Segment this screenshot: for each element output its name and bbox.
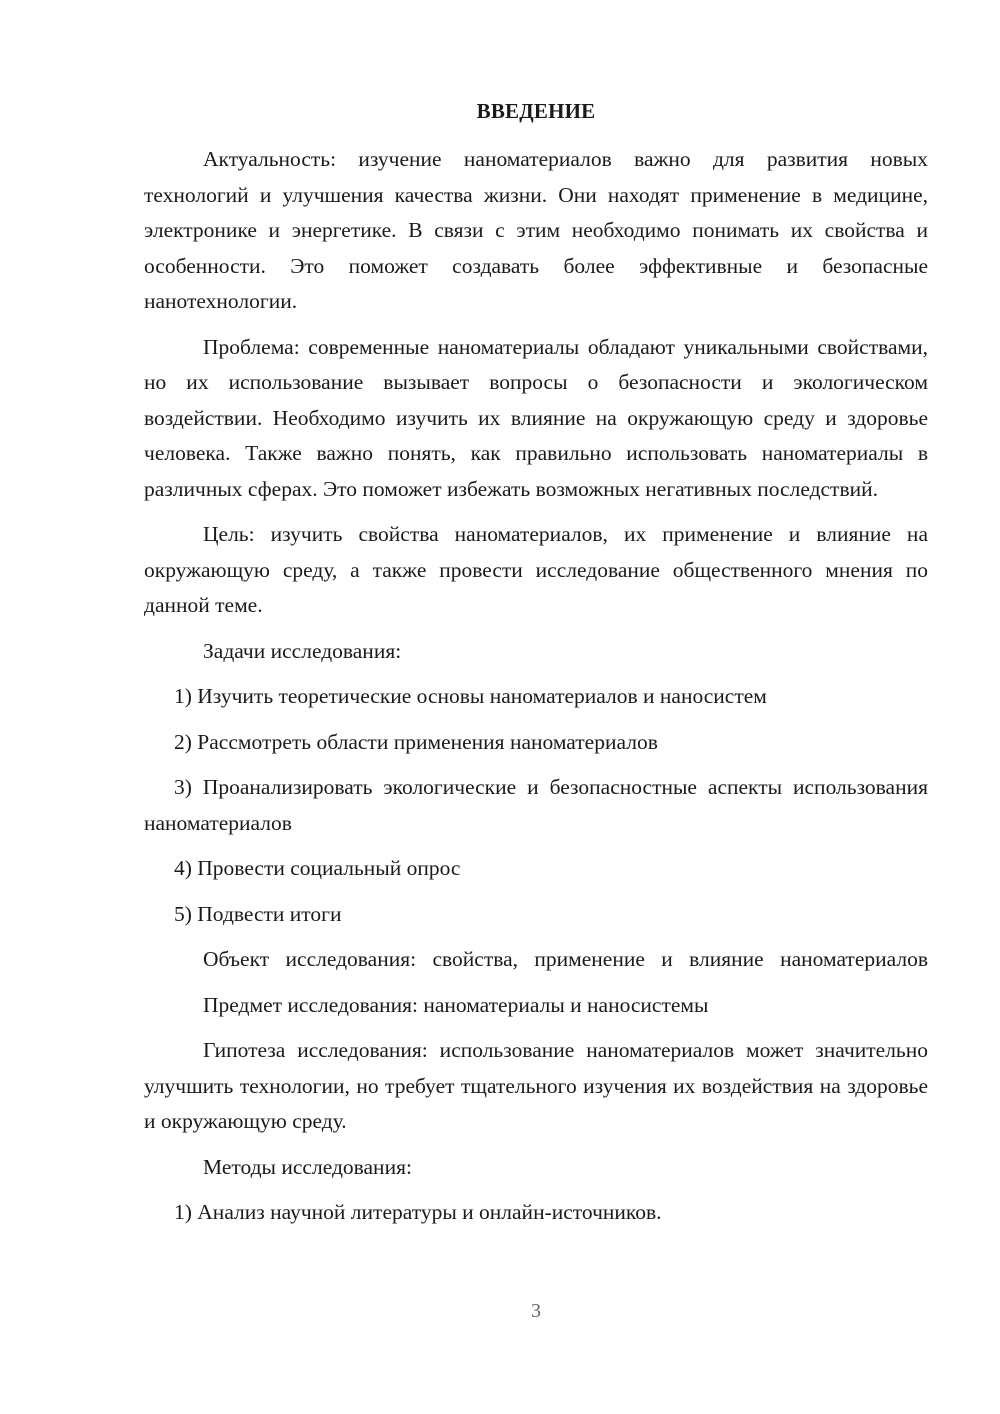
- task-item: 2) Рассмотреть области применения наноматериалов: [174, 729, 658, 754]
- document-body: [144, 142, 928, 1241]
- page-number: 3: [531, 1300, 541, 1322]
- paragraph-hypothesis: Гипотеза исследования: использование наноматериалов может значительно улучшить технологии, но требует тщательного изучения их воздействия на здоровье и окружающую среду.: [144, 1038, 928, 1133]
- tasks-heading: Задачи исследования:: [203, 638, 402, 663]
- task-item: 5) Подвести итоги: [174, 901, 342, 926]
- section-title: ВВЕДЕНИЕ: [476, 99, 596, 123]
- methods-heading: Методы исследования:: [203, 1154, 412, 1179]
- task-item: 4) Провести социальный опрос: [174, 856, 461, 880]
- paragraph-goal: Цель: изучить свойства наноматериалов, их применение и влияние на окружающую среду, а также провести исследование общественного мнения по данной теме.: [144, 522, 928, 617]
- task-item: 1) Изучить теоретические основы наноматериалов и наносистем: [174, 684, 767, 708]
- paragraph-relevance: Актуальность: изучение наноматериалов важно для развития новых технологий и улучшения качества жизни. Они находят применение в медицине, электронике и энергетике. В связи с этим необходимо понимать их свойства и особенности. Это поможет создавать более эффективные и безопасные нанотехнологии.: [144, 147, 928, 313]
- method-item: 1) Анализ научной литературы и онлайн-источников.: [174, 1200, 662, 1224]
- paragraph-subject: Предмет исследования: наноматериалы и наносистемы: [203, 992, 709, 1017]
- paragraph-object: Объект исследования: свойства, применение и влияние наноматериалов: [203, 947, 928, 971]
- task-item: 3) Проанализировать экологические и безопасностные аспекты использования наноматериалов: [144, 775, 928, 835]
- paragraph-problem: Проблема: современные наноматериалы обладают уникальными свойствами, но их использование вызывает вопросы о безопасности и экологическом воздействии. Необходимо изучить их влияние на окружающую среду и здоровье человека. Также важно понять, как правильно использовать наноматериалы в различных сферах. Это поможет избежать возможных негативных последствий.: [144, 334, 928, 501]
